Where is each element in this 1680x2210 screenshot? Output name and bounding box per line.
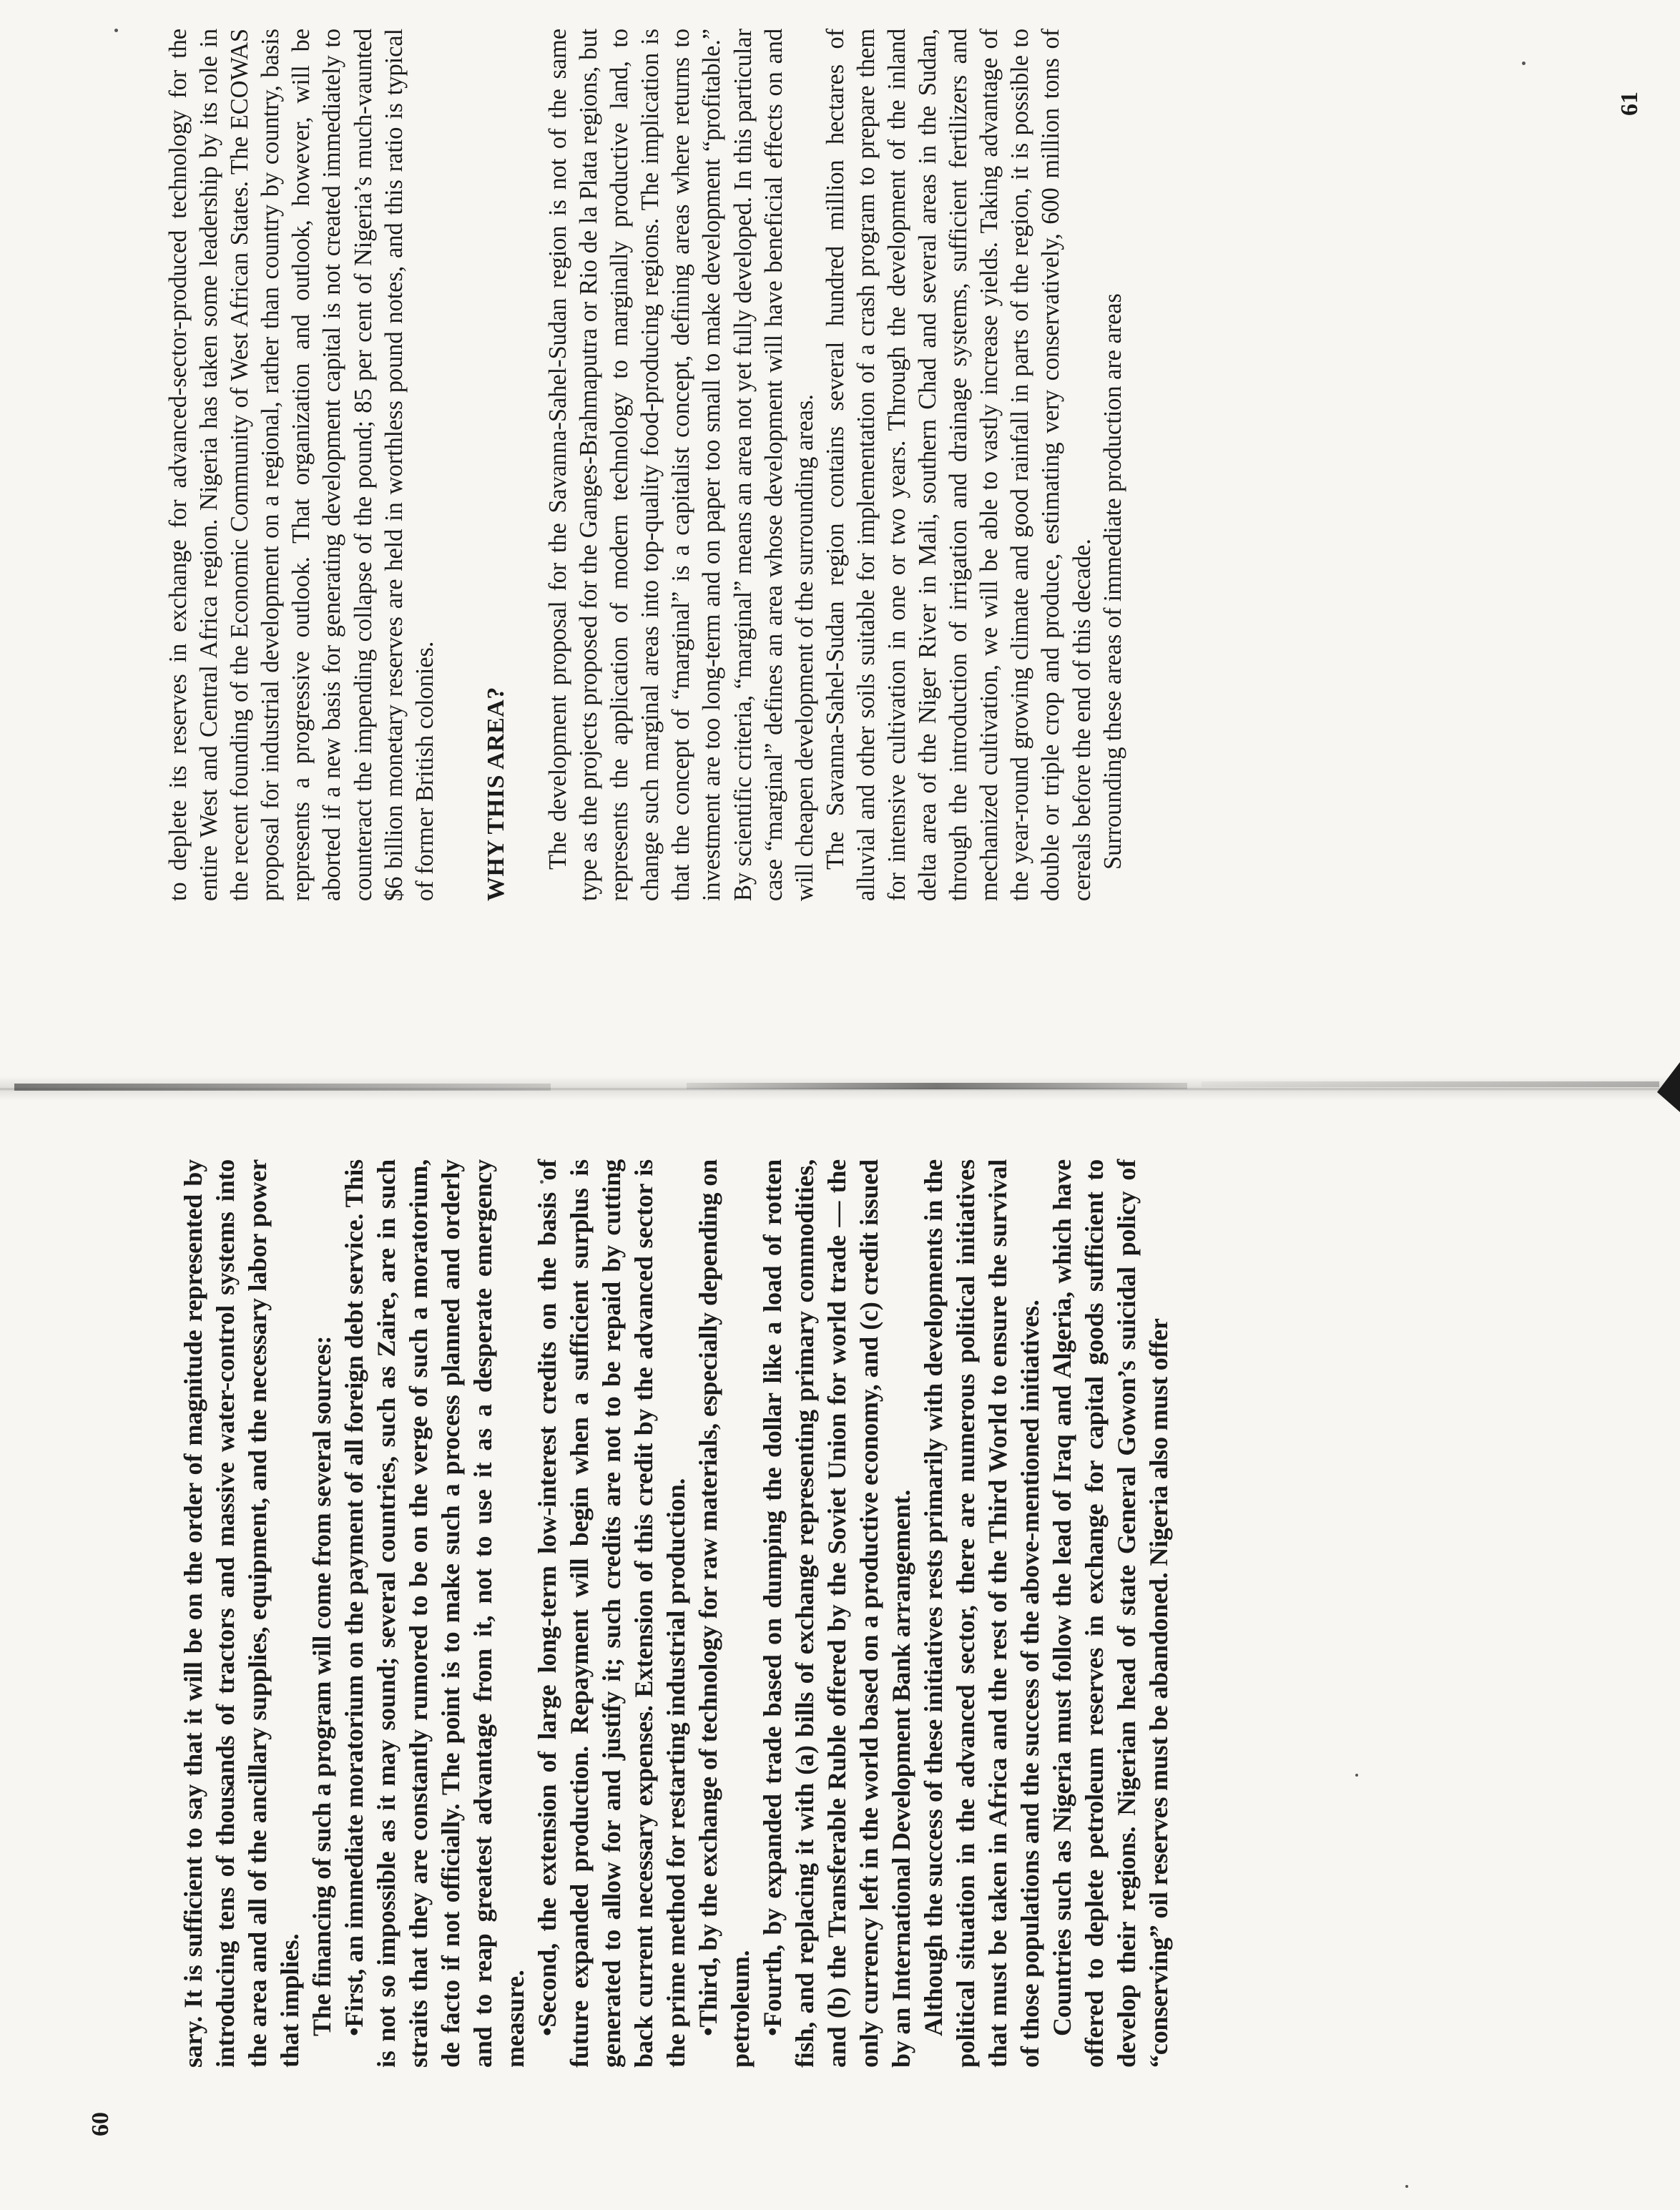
page-number: 61 (1616, 92, 1643, 116)
paragraph: •Fourth, by expanded trade based on dumping the dollar like a load of rotten fish, and replacing it with (a) bills of exchange representing primary commodities, and (b) the Transferable Ruble offered by the Soviet Union for world trade — the only currency left in the world based on a productive economy, and (c) credit issued by an International Development Bank arrangement. (758, 1159, 915, 2068)
page-number: 60 (87, 2112, 114, 2136)
scan-speck (1405, 2185, 1408, 2188)
text-column (177, 1159, 1175, 2068)
gutter-line (14, 1084, 551, 1091)
paragraph: •Third, by the exchange of technology for raw materials, especially depending on petroleum. (694, 1159, 755, 2068)
page-61-text (163, 0, 1126, 908)
page-60-text (177, 1145, 1173, 2082)
paragraph: The financing of such a program will come from several sources: (308, 1335, 336, 2036)
paragraph: to deplete its reserves in exchange for advanced-sector-produced technology for the entire West and Central Africa region. Nigeria has taken some leadership by its role in the recent founding of the Economic Community of West African States. The ECOWAS proposal for industrial development on a regional, rather than country by country, basis represents a progressive outlook. That organization and outlook, however, will be aborted if a new basis for generating development capital is not created immediately to counteract the impending collapse of the pound; 85 per cent of Nigeria’s much-vaunted $6 billion monetary reserves are held in worthless pound notes, and this ratio is typical of former British colonies. (164, 29, 438, 901)
scan-speck (1355, 1774, 1358, 1777)
section-heading: WHY THIS AREA? (482, 687, 509, 901)
paragraph: The Savanna-Sahel-Sudan region contains several hundred million hectares of alluvial and other soils suitable for implementation of a crash program to prepare them for intensive cultivation in one or two years. Through the development of the inland delta area of the Niger River in Mali, southern Chad and several areas in the Sudan, through the introduction of irrigation and drainage systems, sufficient fertilizers and mechanized cultivation, we will be able to vastly increase yields. Taking advantage of the year-round growing climate and good rainfall in parts of the region, it is possible to double or triple crop and produce, estimating very conservatively, 600 million tons of cereals before the end of this decade. (821, 29, 1096, 901)
gutter-line (1202, 1081, 1659, 1087)
text-column (163, 29, 1129, 901)
paragraph: •First, an immediate moratorium on the payment of all foreign debt service. This is not so impossible as it may sound; several countries, such as Zaire, are in such straits that they are constantly rumored to be on the verge of such a moratorium, de facto if not officially. The point is to make such a process planned and orderly and to reap greatest advantage from it, not to use it as a desperate emergency measure. (340, 1159, 529, 2068)
gutter-line (687, 1083, 1187, 1089)
paragraph: sary. It is sufficient to say that it will be on the order of magnitude represented by introducing tens of thousands of tractors and massive water-control systems into the area and all of the ancillary supplies, equipment, and the necessary labor power that implies. (179, 1159, 304, 2068)
paragraph: Although the success of these initiatives rests primarily with developments in the political situation in the advanced sector, there are numerous political initiatives that must be taken in Africa and the rest of the Third World to ensure the survival of those populations and the success of the above-mentioned initiatives. (919, 1159, 1044, 2068)
scan-speck (114, 29, 118, 32)
paragraph: Surrounding these areas of immediate production are areas (1099, 293, 1126, 870)
paragraph: •Second, the extension of large long-term low-interest credits on the basis of future expanded production. Repayment will begin when a sufficient surplus is generated to allow for and justify it; such credits are not to be repaid by cutting back current necessary expenses. Extension of this credit by the advanced sector is the prime method for restarting industrial production. (533, 1159, 690, 2068)
scan-speck (1522, 62, 1526, 65)
paragraph: Countries such as Nigeria must follow the lead of Iraq and Algeria, which have offered to deplete petroleum reserves in exchange for capital goods sufficient to develop their regions. Nigerian head of state General Gowon’s suicidal policy of “conserving” oil reserves must be abandoned. Nigeria also must offer (1048, 1159, 1173, 2068)
paragraph: The development proposal for the Savanna-Sahel-Sudan region is not of the same type as the projects proposed for the Ganges-Brahmaputra or Rio de la Plata regions, but represents the application of modern technology to marginally productive land, to change such marginal areas into top-quality food-producing regions. The implication is that the concept of “marginal” is a capitalist concept, defining areas where returns to investment are too long-term and on paper too small to make development “profitable.” By scientific criteria, “marginal” means an area not yet fully developed. In this particular case “marginal” defines an area whose development will have beneficial effects on and will cheapen development of the surrounding areas. (544, 29, 818, 901)
